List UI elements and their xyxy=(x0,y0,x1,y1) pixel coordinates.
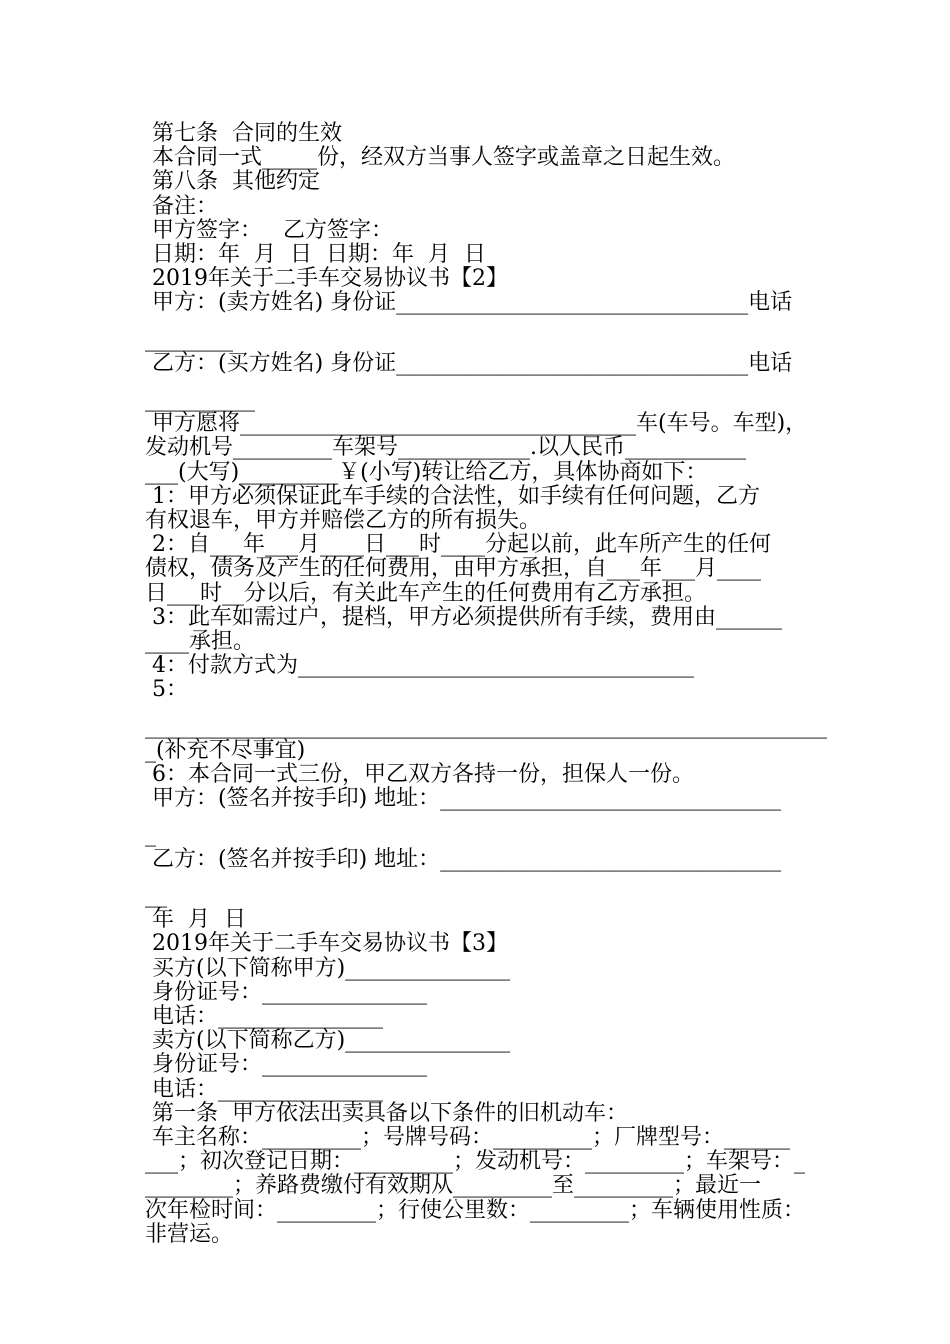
document-page xyxy=(145,121,827,1247)
seller-phone-line: 电话：_______________ xyxy=(145,1076,383,1102)
clause-3-line-2: ____承担。 xyxy=(145,629,256,655)
clause-2-line-3: 日___时__分以后，有关此车产生的任何费用有乙方承担。 xyxy=(145,580,707,606)
agreement-3-title: 2019年关于二手车交易协议书【3】 xyxy=(145,931,508,957)
clause-4-line: 4：付款方式为____________________________________ xyxy=(145,653,694,679)
buyer-phone-line: 电话：_______________ xyxy=(145,1003,383,1029)
signature-line: 甲方签字： 乙方签字： xyxy=(145,217,393,243)
vehicle-details-line-4: 次年检时间：_________；行使公里数：_________；车辆使用性质： xyxy=(145,1197,806,1223)
contract-copies-text: 本合同一式_____份，经双方当事人签字或盖章之日起生效。 xyxy=(145,145,735,171)
agreement-2-title: 2019年关于二手车交易协议书【2】 xyxy=(145,266,508,292)
buyer-line: 买方(以下简称甲方)_______________ xyxy=(145,955,511,981)
vehicle-details-line-2: ___；初次登记日期：_________；发动机号：_________；车架号：_ xyxy=(145,1149,806,1175)
clause-6-line: 6：本合同一式三份，甲乙双方各持一份，担保人一份。 xyxy=(145,762,694,788)
party-a-address-blank: _ xyxy=(145,822,156,848)
vehicle-transfer-line: 甲方愿将____________________________________车(车号。车型)， xyxy=(145,411,808,437)
remarks-label: 备注： xyxy=(145,193,218,219)
clause-5-note: _(补充不尽事宜) xyxy=(145,737,306,763)
party-a-phone-blank: ________ xyxy=(145,326,233,352)
seller-id-line: 身份证号：_______________ xyxy=(145,1052,427,1078)
party-a-id-line: 甲方：(卖方姓名) 身份证________________________________电话 xyxy=(145,290,793,316)
article-8-heading: 第八条 其他约定 xyxy=(145,169,320,195)
clause-1-line-2: 有权退车，甲方并赔偿乙方的所有损失。 xyxy=(145,508,542,534)
clause-3-line-1: 3：此车如需过户，提档，甲方必须提供所有手续，费用由______ xyxy=(145,604,782,630)
closing-date-line: 年 月 日 xyxy=(145,907,246,933)
article-1-heading: 第一条 甲方依法出卖具备以下条件的旧机动车： xyxy=(145,1100,628,1126)
clause-2-line-2: 债权，债务及产生的任何费用，由甲方承担，自___年___月____ xyxy=(145,556,762,582)
article-7-heading: 第七条 合同的生效 xyxy=(145,121,342,146)
clause-1-line-1: 1：甲方必须保证此车手续的合法性，如手续有任何问题，乙方 xyxy=(145,483,760,509)
vehicle-details-line-3: ________；养路费缴付有效期从_________至_________；最近一 xyxy=(145,1173,762,1199)
party-b-phone-blank: __________ xyxy=(145,387,255,413)
party-b-id-line: 乙方：(买方姓名) 身份证________________________________电话 xyxy=(145,350,793,376)
party-b-sign-address: 乙方：(签名并按手印) 地址：_______________________________ xyxy=(145,846,782,872)
clause-5-blank: ______________________________________________________________ xyxy=(145,713,827,739)
party-a-sign-address: 甲方：(签名并按手印) 地址：_______________________________ xyxy=(145,786,782,812)
date-line: 日期：年 月 日 日期：年 月 日 xyxy=(145,242,486,268)
buyer-id-line: 身份证号：_______________ xyxy=(145,979,427,1005)
vehicle-details-line-5: 非营运。 xyxy=(145,1221,234,1247)
clause-5-label: 5： xyxy=(145,677,188,703)
vehicle-details-line-1: 车主名称：_________；号牌号码：_________；厂牌型号：______ xyxy=(145,1124,790,1150)
price-line: ___(大写)_________￥(小写)转让给乙方，具体协商如下： xyxy=(145,459,708,485)
seller-line: 卖方(以下简称乙方)_______________ xyxy=(145,1028,511,1054)
party-b-address-blank: __ xyxy=(145,882,167,908)
engine-frame-line: 发动机号_________车架号____________.以人民币___________ xyxy=(145,435,746,461)
clause-2-line-1: 2：自___年___月____日___时____分起以前，此车所产生的任何 xyxy=(145,532,771,558)
